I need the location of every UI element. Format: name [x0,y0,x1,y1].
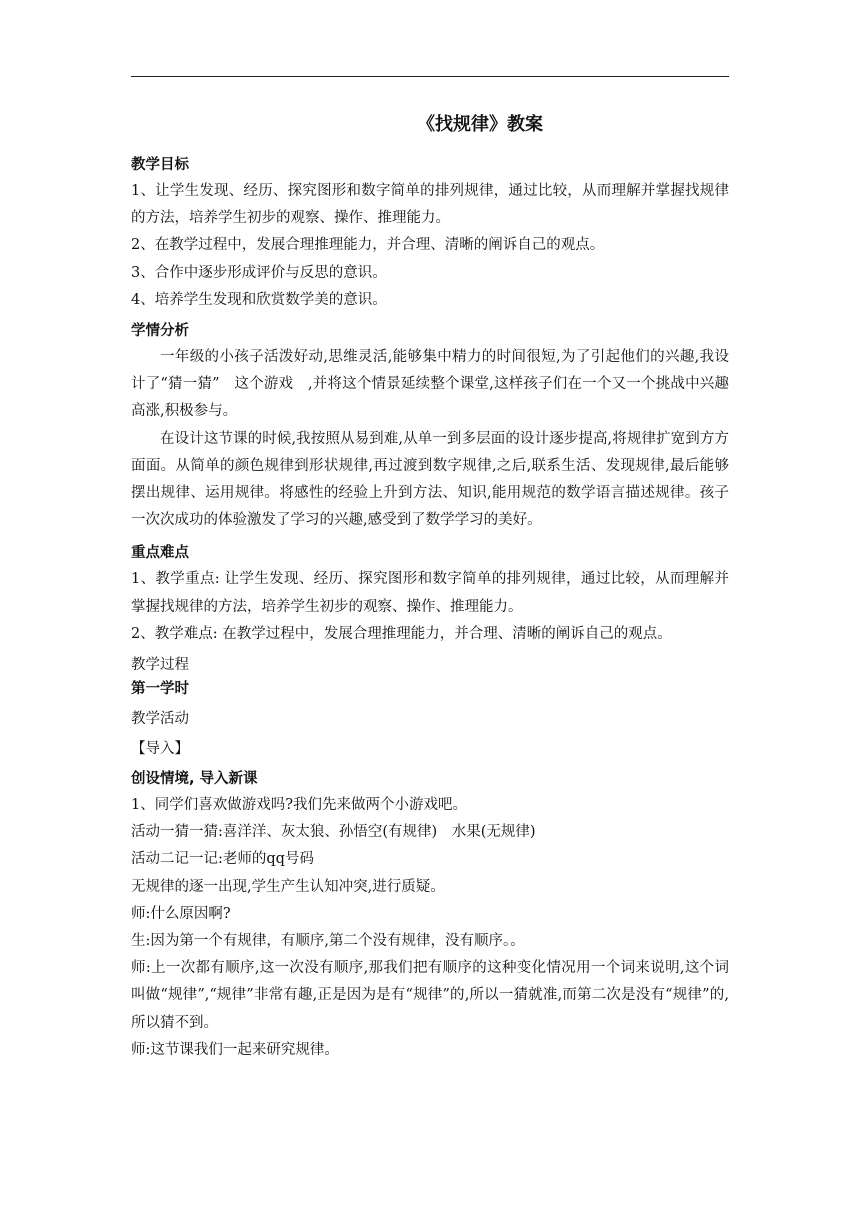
process-line: 活动一猜一猜:喜洋洋、灰太狼、孙悟空(有规律) 水果(无规律) [131,824,536,841]
analysis-paragraph: 在设计这节课的时候,我按照从易到难,从单一到多层面的设计逐步提高,将规律扩宽到方方面面。从简单的颜色规律到形状规律,再过渡到数字规律,之后,联系生活、发现规律,最后能够摆出规律、运用规律。将感性的经验上升到方法、知识,能用规范的数学语言描述规律。孩子一次次成功的体验激发了学习的兴趣,感受到了数学学习的美好。 [131,430,729,529]
objective-item: 1、让学生发现、经历、探究图形和数字简单的排列规律，通过比较，从而理解并掌握找规律的方法，培养学生初步的观察、操作、推理能力。 [131,183,729,227]
section-heading-key-points: 重点难点 [131,545,189,562]
intro-heading: 创设情境, 导入新课 [131,771,258,788]
process-line: 活动二记一记:老师的qq号码 [131,851,314,868]
section-heading-analysis: 学情分析 [131,323,189,340]
process-line: 师:什么原因啊? [131,905,231,922]
intro-tag: 【导入】 [131,741,189,758]
analysis-paragraph: 一年级的小孩子活泼好动,思维灵活,能够集中精力的时间很短,为了引起他们的兴趣,我设计了“猜一猜” 这个游戏 ,并将这个情景延续整个课堂,这样孩子们在一个又一个挑战中兴趣高涨,积极参与。 [131,349,729,420]
process-line: 1、同学们喜欢做游戏吗?我们先来做两个小游戏吧。 [131,797,467,814]
header-rule [131,76,729,77]
document-body [131,110,729,1064]
process-line: 师:这节课我们一起来研究规律。 [131,1041,339,1058]
process-line: 师:上一次都有顺序,这一次没有顺序,那我们把有顺序的这种变化情况用一个词来说明,这个词叫做“规律”,“规律”非常有趣,正是因为是有“规律”的,所以一猜就准,而第二次是没有“规律”的,所以猜不到。 [131,960,729,1031]
objective-item: 2、在教学过程中，发展合理推理能力，并合理、清晰的阐诉自己的观点。 [131,237,605,254]
objective-item: 3、合作中逐步形成评价与反思的意识。 [131,264,387,281]
document-title: 《找规律》教案 [417,114,543,135]
key-point-item: 1、教学重点: 让学生发现、经历、探究图形和数字简单的排列规律，通过比较，从而理解并掌握找规律的方法，培养学生初步的观察、操作、推理能力。 [131,571,729,615]
period-heading: 第一学时 [131,681,189,698]
key-point-item: 2、教学难点: 在教学过程中，发展合理推理能力，并合理、清晰的阐诉自己的观点。 [131,625,672,642]
process-line: 生:因为第一个有规律，有顺序,第二个没有规律，没有顺序。。 [131,933,525,950]
objective-item: 4、培养学生发现和欣赏数学美的意识。 [131,291,387,308]
section-heading-process: 教学过程 [131,657,189,674]
activity-heading: 教学活动 [131,711,189,728]
process-line: 无规律的逐一出现,学生产生认知冲突,进行质疑。 [131,878,445,895]
section-heading-objectives: 教学目标 [131,157,189,173]
